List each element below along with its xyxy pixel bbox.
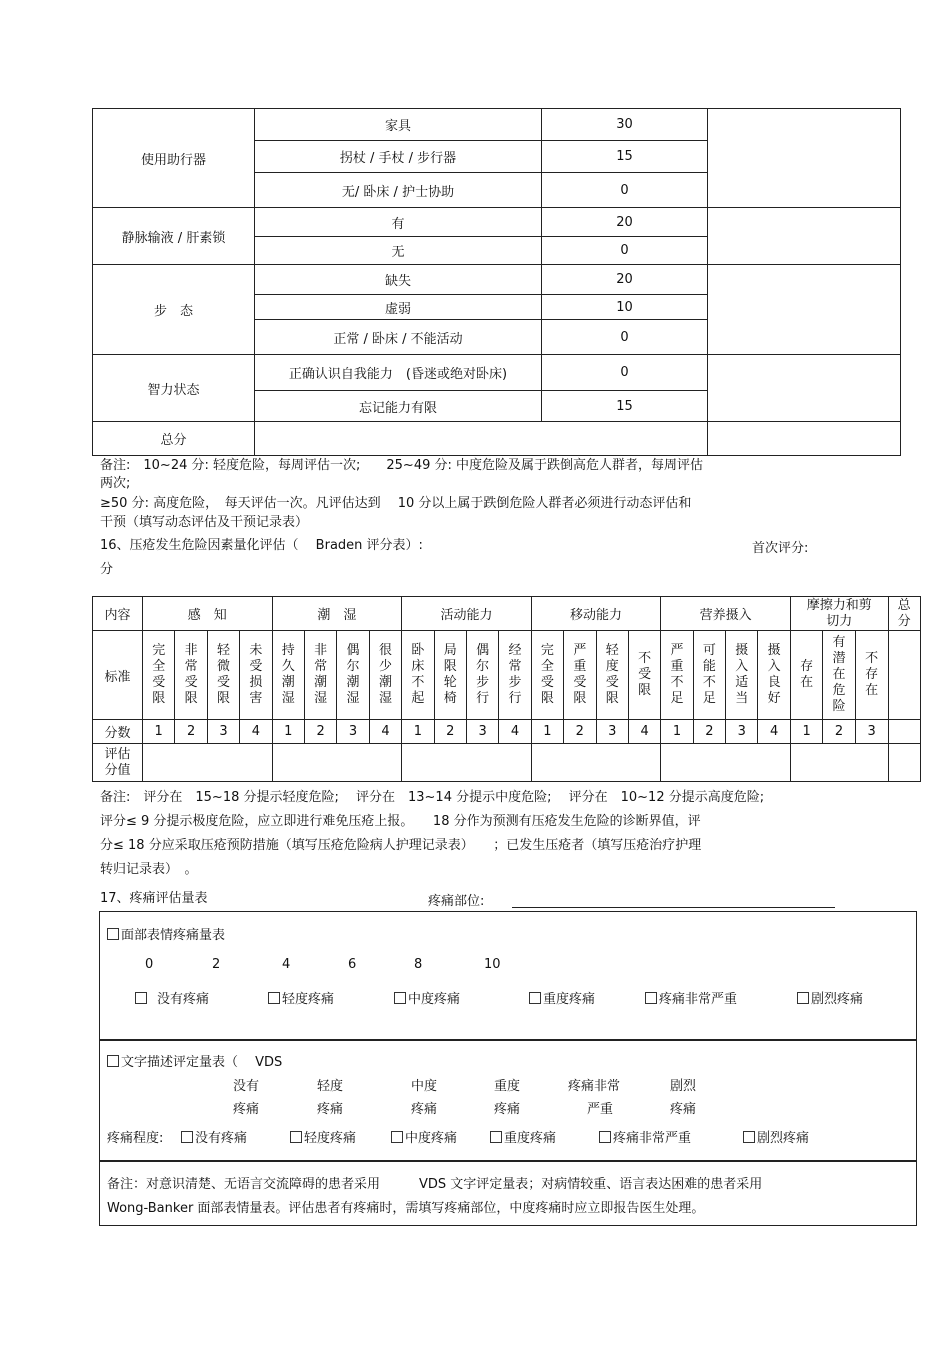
standard-total-cell — [888, 631, 920, 720]
first-score-label: 首次评分: — [752, 541, 809, 556]
degree-option-label: 剧烈疼痛 — [757, 1131, 810, 1146]
braden-note-line: 转归记录表） 。 — [100, 862, 198, 877]
item-label: 正确认识自我能力 (昏迷或绝对卧床) — [255, 355, 542, 391]
item-label: 正常 / 卧床 / 不能活动 — [255, 320, 542, 355]
item-score: 15 — [542, 141, 708, 173]
face-option-label: 轻度疼痛 — [282, 992, 335, 1007]
checkbox-icon[interactable] — [135, 992, 147, 1004]
checkbox-icon[interactable] — [797, 992, 809, 1004]
face-option-label: 没有疼痛 — [157, 992, 210, 1007]
face-option-label: 疼痛非常严重 — [659, 992, 738, 1007]
face-option-label: 重度疼痛 — [543, 992, 596, 1007]
standard-cell: 局限轮椅 — [434, 631, 466, 720]
pain-note-line: Wong-Banker 面部表情量表。评估患者有疼痛时，需填写疼痛部位，中度疼痛时应立即报告医生处理。 — [107, 1201, 705, 1216]
face-option-label: 中度疼痛 — [408, 992, 461, 1007]
standard-cell: 持久潮湿 — [272, 631, 304, 720]
vds-term: 轻度 — [317, 1079, 344, 1094]
pain-degree-label: 疼痛程度: — [107, 1131, 164, 1146]
checkbox-icon[interactable] — [268, 992, 280, 1004]
checkbox-icon[interactable] — [391, 1131, 403, 1143]
braden-note-line: 备注: 评分在 15~18 分提示轻度危险; 评分在 13~14 分提示中度危险; 评分在 10~12 分提示高度危险; — [100, 790, 765, 805]
checkbox-icon[interactable] — [107, 1055, 119, 1067]
eval-cell[interactable] — [402, 744, 532, 782]
braden-note-line: 评分≤ 9 分提示极度危险，应立即进行难免压疮上报。 18 分作为预测有压疮发生危险的诊断界值，评 — [100, 814, 701, 829]
header-label: 内容 — [93, 597, 143, 631]
pain-location-input[interactable] — [512, 907, 835, 908]
vds-term: 疼痛 — [233, 1102, 260, 1117]
score-cell: 4 — [369, 720, 401, 744]
score-cell: 3 — [466, 720, 498, 744]
item-label: 有 — [255, 208, 542, 237]
checkbox-icon[interactable] — [490, 1131, 502, 1143]
standard-cell: 完全受限 — [531, 631, 563, 720]
checkbox-icon[interactable] — [529, 992, 541, 1004]
face-scale-section — [99, 911, 917, 1041]
face-option[interactable] — [268, 988, 334, 1007]
item-score: 20 — [542, 208, 708, 237]
item-score: 10 — [542, 295, 708, 320]
standard-cell: 摄入良好 — [758, 631, 790, 720]
vds-term: 重度 — [494, 1079, 521, 1094]
category-header: 营养摄入 — [661, 597, 791, 631]
fall-risk-table — [92, 108, 901, 456]
vds-term: 疼痛 — [317, 1102, 344, 1117]
score-cell: 2 — [434, 720, 466, 744]
score-cell: 2 — [564, 720, 596, 744]
item-label: 虚弱 — [255, 295, 542, 320]
face-scale-label: 面部表情疼痛量表 — [121, 928, 226, 943]
face-number: 10 — [484, 957, 501, 972]
category-header: 感 知 — [143, 597, 273, 631]
item-score: 0 — [542, 355, 708, 391]
score-cell: 4 — [628, 720, 660, 744]
item-score: 15 — [542, 391, 708, 422]
item-score: 20 — [542, 265, 708, 295]
degree-option-label: 中度疼痛 — [405, 1131, 458, 1146]
degree-option[interactable] — [391, 1127, 457, 1146]
item-score: 30 — [542, 109, 708, 141]
vds-term: 严重 — [587, 1102, 614, 1117]
face-option[interactable] — [797, 988, 863, 1007]
standard-cell: 非常受限 — [175, 631, 207, 720]
score-cell: 3 — [207, 720, 239, 744]
degree-option[interactable] — [490, 1127, 556, 1146]
degree-option-label: 重度疼痛 — [504, 1131, 557, 1146]
standard-cell: 偶尔步行 — [466, 631, 498, 720]
face-option[interactable] — [394, 988, 460, 1007]
face-number: 8 — [414, 957, 423, 972]
score-label: 分数 — [93, 720, 143, 744]
score-cell: 1 — [790, 720, 822, 744]
standard-cell: 完全受限 — [143, 631, 175, 720]
braden-title: 16、压疮发生危险因素量化评估（ Braden 评分表）: — [100, 538, 423, 553]
score-cell: 1 — [143, 720, 175, 744]
standard-cell: 经常步行 — [499, 631, 531, 720]
standard-cell: 不受限 — [628, 631, 660, 720]
checkbox-icon[interactable] — [290, 1131, 302, 1143]
score-cell: 1 — [402, 720, 434, 744]
checkbox-icon[interactable] — [181, 1131, 193, 1143]
standard-cell: 不存在 — [855, 631, 888, 720]
category-header: 移动能力 — [531, 597, 661, 631]
degree-option[interactable] — [743, 1127, 809, 1146]
standard-cell: 存在 — [790, 631, 822, 720]
score-cell: 1 — [272, 720, 304, 744]
category-header: 潮 湿 — [272, 597, 402, 631]
face-number: 6 — [348, 957, 357, 972]
checkbox-icon[interactable] — [394, 992, 406, 1004]
item-label: 家具 — [255, 109, 542, 141]
standard-cell: 非常潮湿 — [304, 631, 336, 720]
fall-note-line: ≥50 分: 高度危险， 每天评估一次。凡评估达到 10 分以上属于跌倒危险人群者必须进行动态评估和 — [100, 496, 692, 511]
category-header: 活动能力 — [402, 597, 532, 631]
face-number: 0 — [145, 957, 154, 972]
total-value-cell[interactable] — [255, 422, 708, 456]
face-option[interactable] — [645, 988, 737, 1007]
group-label: 使用助行器 — [93, 109, 255, 208]
assessment-cell[interactable] — [708, 208, 901, 265]
face-number: 4 — [282, 957, 291, 972]
item-label: 无 — [255, 237, 542, 265]
score-cell: 2 — [823, 720, 855, 744]
total-extra-cell[interactable] — [708, 422, 901, 456]
standard-cell: 轻微受限 — [207, 631, 239, 720]
eval-cell[interactable] — [143, 744, 273, 782]
face-option[interactable] — [135, 988, 209, 1007]
checkbox-icon[interactable] — [599, 1131, 611, 1143]
vds-term: 疼痛 — [494, 1102, 521, 1117]
pain-title: 17、疼痛评估量表 — [100, 891, 208, 906]
face-option[interactable] — [529, 988, 595, 1007]
eval-cell[interactable] — [790, 744, 888, 782]
item-score: 0 — [542, 173, 708, 208]
score-unit: 分 — [100, 562, 114, 577]
face-option-label: 剧烈疼痛 — [811, 992, 864, 1007]
item-label: 无/ 卧床 / 护士协助 — [255, 173, 542, 208]
vds-term: 中度 — [411, 1079, 438, 1094]
standard-cell: 未受损害 — [240, 631, 272, 720]
vds-section — [99, 1039, 917, 1162]
score-cell: 3 — [726, 720, 758, 744]
degree-option[interactable] — [181, 1127, 247, 1146]
category-header: 摩擦力和剪切力 — [790, 597, 888, 631]
braden-note-line: 分≤ 18 分应采取压疮预防措施（填写压疮危险病人护理记录表） ；已发生压疮者（填写压疮治疗护理 — [100, 838, 702, 853]
assessment-cell[interactable] — [708, 355, 901, 422]
vds-term: 剧烈 — [670, 1079, 697, 1094]
score-cell: 2 — [175, 720, 207, 744]
standard-cell: 严重不足 — [661, 631, 693, 720]
assessment-cell[interactable] — [708, 109, 901, 208]
score-cell: 2 — [304, 720, 336, 744]
assessment-cell[interactable] — [708, 265, 901, 355]
score-cell: 4 — [758, 720, 790, 744]
degree-option[interactable] — [290, 1127, 356, 1146]
score-cell: 3 — [855, 720, 888, 744]
eval-total-cell[interactable] — [888, 744, 920, 782]
checkbox-icon[interactable] — [645, 992, 657, 1004]
item-label: 忘记能力有限 — [255, 391, 542, 422]
face-number: 2 — [212, 957, 221, 972]
total-header: 总分 — [888, 597, 920, 631]
braden-table — [92, 596, 921, 782]
standard-label: 标准 — [93, 631, 143, 720]
group-label: 静脉输液 / 肝素锁 — [93, 208, 255, 265]
item-score: 0 — [542, 320, 708, 355]
group-label: 智力状态 — [93, 355, 255, 422]
standard-cell: 有潜在危险 — [823, 631, 855, 720]
degree-option-label: 疼痛非常严重 — [613, 1131, 692, 1146]
total-label: 总分 — [93, 422, 255, 456]
pain-location-label: 疼痛部位: — [428, 894, 485, 909]
standard-cell: 轻度受限 — [596, 631, 628, 720]
item-label: 拐杖 / 手杖 / 步行器 — [255, 141, 542, 173]
score-cell: 2 — [693, 720, 725, 744]
vds-term: 疼痛非常 — [568, 1079, 621, 1094]
eval-cell[interactable] — [272, 744, 402, 782]
checkbox-icon[interactable] — [743, 1131, 755, 1143]
degree-option-label: 轻度疼痛 — [304, 1131, 357, 1146]
eval-label: 评估分值 — [93, 744, 143, 782]
item-score: 0 — [542, 237, 708, 265]
degree-option-label: 没有疼痛 — [195, 1131, 248, 1146]
fall-note-line: 备注: 10~24 分: 轻度危险，每周评估一次; 25~49 分: 中度危险及属于跌倒高危人群者，每周评估 — [100, 458, 704, 473]
vds-term: 疼痛 — [670, 1102, 697, 1117]
standard-cell: 严重受限 — [564, 631, 596, 720]
pain-note-line: 备注：对意识清楚、无语言交流障碍的患者采用 VDS 文字评定量表；对病情较重、语言表达困难的患者采用 — [107, 1177, 763, 1192]
standard-cell: 卧床不起 — [402, 631, 434, 720]
eval-cell[interactable] — [531, 744, 661, 782]
score-cell: 3 — [596, 720, 628, 744]
score-cell: 4 — [240, 720, 272, 744]
vds-term: 疼痛 — [411, 1102, 438, 1117]
score-total-cell — [888, 720, 920, 744]
pain-note-section — [99, 1160, 917, 1226]
item-label: 缺失 — [255, 265, 542, 295]
standard-cell: 摄入适当 — [726, 631, 758, 720]
eval-cell[interactable] — [661, 744, 791, 782]
degree-option[interactable] — [599, 1127, 691, 1146]
group-label: 步 态 — [93, 265, 255, 355]
standard-cell: 很少潮湿 — [369, 631, 401, 720]
score-cell: 3 — [337, 720, 369, 744]
score-cell: 1 — [661, 720, 693, 744]
vds-term: 没有 — [233, 1079, 260, 1094]
score-cell: 1 — [531, 720, 563, 744]
vds-label: 文字描述评定量表（ VDS — [121, 1055, 283, 1070]
standard-cell: 可能不足 — [693, 631, 725, 720]
fall-note-line: 两次; — [100, 476, 131, 491]
checkbox-icon[interactable] — [107, 928, 119, 940]
fall-note-line: 干预（填写动态评估及干预记录表） — [100, 515, 309, 530]
standard-cell: 偶尔潮湿 — [337, 631, 369, 720]
score-cell: 4 — [499, 720, 531, 744]
